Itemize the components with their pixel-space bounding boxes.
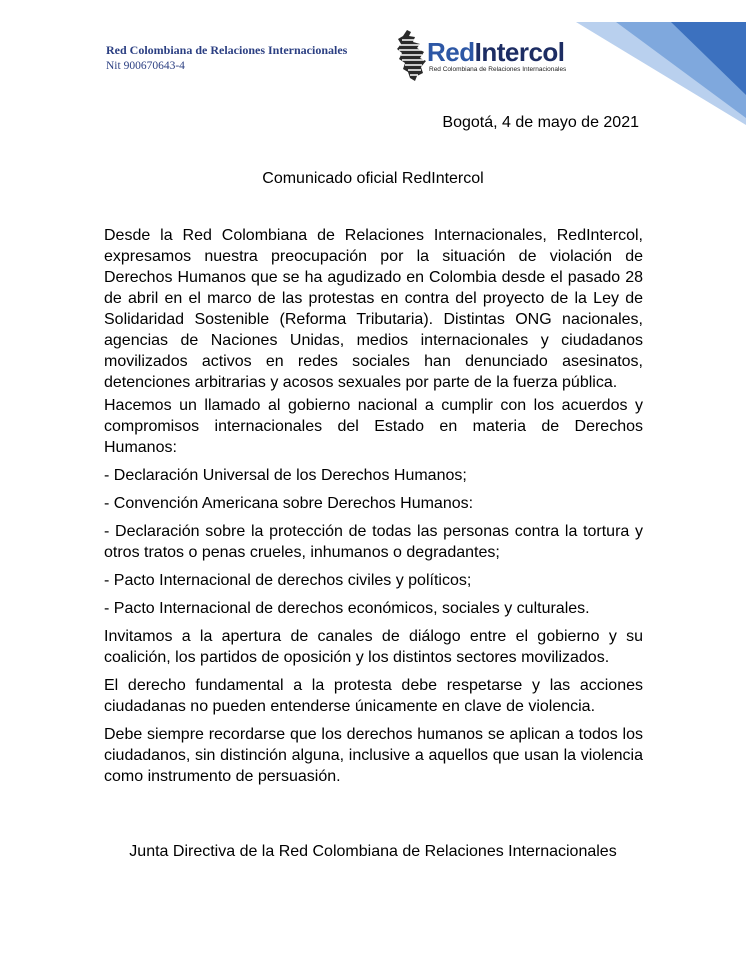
letter-date: Bogotá, 4 de mayo de 2021 bbox=[442, 114, 639, 131]
logo-brand-rest: Intercol bbox=[474, 37, 565, 67]
paragraph: Invitamos a la apertura de canales de diálogo entre el gobierno y su coalición, los partidos de oposición y los distintos sectores movilizados. bbox=[104, 628, 643, 666]
colombia-map-icon bbox=[393, 28, 429, 82]
organization-name: Red Colombiana de Relaciones Internacionales bbox=[106, 43, 348, 57]
paragraph: Hacemos un llamado al gobierno nacional a cumplir con los acuerdos y compromisos internacionales del Estado en materia de Derechos Humanos: bbox=[104, 397, 643, 456]
corner-decoration bbox=[576, 0, 746, 125]
list-item: - Pacto Internacional de derechos civiles y políticos; bbox=[104, 572, 472, 589]
letter-title: Comunicado oficial RedIntercol bbox=[262, 170, 484, 187]
letter-signature: Junta Directiva de la Red Colombiana de Relaciones Internacionales bbox=[129, 843, 617, 860]
list-item: - Declaración sobre la protección de todas las personas contra la tortura y otros tratos o penas crueles, inhumanos o degradantes; bbox=[104, 523, 643, 561]
logo-subtitle: Red Colombiana de Relaciones Internacionales bbox=[429, 66, 567, 73]
organization-header bbox=[106, 43, 347, 72]
logo-brand-red: Red bbox=[427, 37, 475, 67]
organization-nit: Nit 900670643-4 bbox=[106, 60, 185, 72]
list-item: - Convención Americana sobre Derechos Humanos: bbox=[104, 495, 474, 512]
paragraph: Desde la Red Colombiana de Relaciones Internacionales, RedIntercol, expresamos nuestra preocupación por la situación de violación de Derechos Humanos que se ha agudizado en Colombia desde el pasado 28 de abril en el marco de las protestas en contra del proyecto de la Ley de Solidaridad Sostenible (Reforma Tributaria). Distintas ONG nacionales, agencias de Naciones Unidas, medios internacionales y ciudadanos movilizados activos en redes sociales han denunciado asesinatos, detenciones arbitrarias y acosos sexuales por parte de la fuerza pública. bbox=[104, 227, 643, 391]
list-item: - Pacto Internacional de derechos económicos, sociales y culturales. bbox=[104, 600, 590, 617]
list-item: - Declaración Universal de los Derechos Humanos; bbox=[104, 467, 467, 484]
paragraph: El derecho fundamental a la protesta debe respetarse y las acciones ciudadanas no pueden entenderse únicamente en clave de violencia. bbox=[104, 677, 643, 715]
letter-body bbox=[104, 225, 643, 794]
redintercol-logo bbox=[393, 28, 593, 82]
logo-brand bbox=[427, 38, 565, 66]
paragraph: Debe siempre recordarse que los derechos humanos se aplican a todos los ciudadanos, sin distinción alguna, inclusive a aquellos que usan la violencia como instrumento de persuasión. bbox=[104, 726, 643, 785]
